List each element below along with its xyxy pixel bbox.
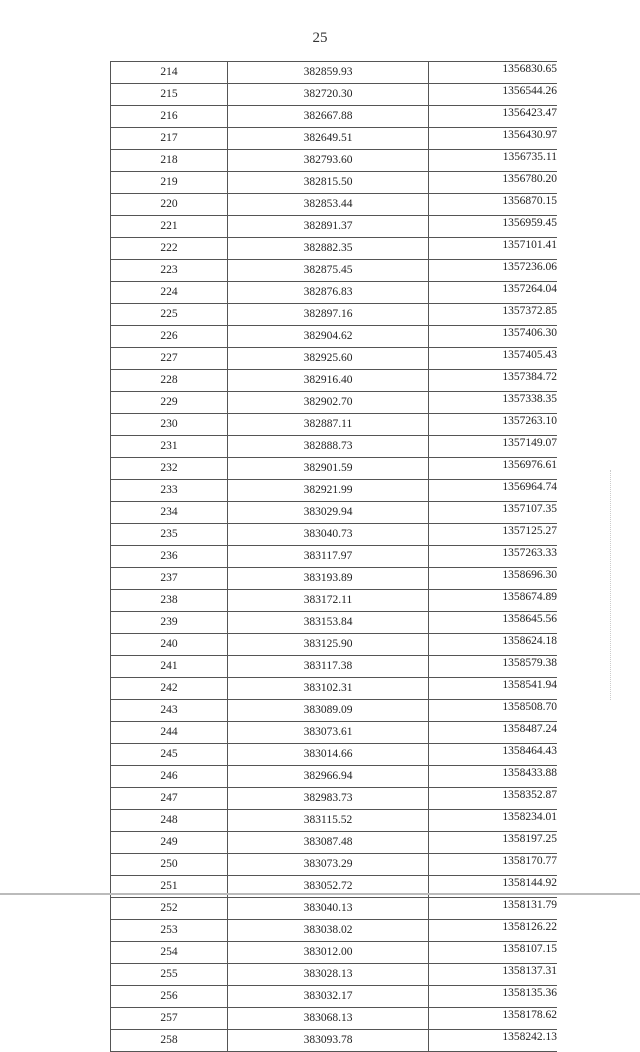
table-row [111,898,558,920]
y-coordinate-cell [429,150,558,172]
table-row [111,766,558,788]
table-row [111,502,558,524]
table-row [111,546,558,568]
y-coordinate-value: 1358487.24 [502,723,557,735]
table-row [111,788,558,810]
y-coordinate-value: 1358126.22 [502,921,557,933]
table-row [111,128,558,150]
y-coordinate-cell [429,986,558,1008]
table-row [111,172,558,194]
point-number-cell: 258 [111,1030,228,1052]
x-coordinate-cell: 382876.83 [228,282,429,304]
x-coordinate-cell: 382966.94 [228,766,429,788]
table-row [111,84,558,106]
y-coordinate-cell [429,436,558,458]
y-coordinate-value: 1358242.13 [502,1031,557,1043]
x-coordinate-cell: 383117.38 [228,656,429,678]
y-coordinate-cell [429,304,558,326]
y-coordinate-value: 1357338.35 [502,393,557,405]
table-row [111,304,558,326]
y-coordinate-value: 1356735.11 [502,151,557,163]
point-number-cell: 244 [111,722,228,744]
y-coordinate-value: 1358696.30 [502,569,557,581]
y-coordinate-cell [429,920,558,942]
y-coordinate-value: 1357125.27 [502,525,557,537]
x-coordinate-cell: 383052.72 [228,876,429,898]
x-coordinate-cell: 383068.13 [228,1008,429,1030]
x-coordinate-cell: 383038.02 [228,920,429,942]
y-coordinate-cell [429,810,558,832]
x-coordinate-cell: 383028.13 [228,964,429,986]
y-coordinate-value: 1358433.88 [502,767,557,779]
y-coordinate-value: 1358579.38 [502,657,557,669]
x-coordinate-cell: 383012.00 [228,942,429,964]
table-row [111,700,558,722]
y-coordinate-value: 1357405.43 [502,349,557,361]
y-coordinate-cell [429,502,558,524]
y-coordinate-value: 1357107.35 [502,503,557,515]
table-row [111,150,558,172]
x-coordinate-cell: 382888.73 [228,436,429,458]
point-number-cell: 232 [111,458,228,480]
y-coordinate-cell [429,612,558,634]
y-coordinate-cell [429,678,558,700]
x-coordinate-cell: 382901.59 [228,458,429,480]
point-number-cell: 249 [111,832,228,854]
point-number-cell: 238 [111,590,228,612]
y-coordinate-cell [429,1008,558,1030]
x-coordinate-cell: 382853.44 [228,194,429,216]
table-row [111,260,558,282]
y-coordinate-cell [429,634,558,656]
point-number-cell: 243 [111,700,228,722]
point-number-cell: 257 [111,1008,228,1030]
table-row [111,436,558,458]
x-coordinate-cell: 382902.70 [228,392,429,414]
x-coordinate-cell: 383029.94 [228,502,429,524]
point-number-cell: 218 [111,150,228,172]
point-number-cell: 226 [111,326,228,348]
table-row [111,194,558,216]
y-coordinate-cell [429,964,558,986]
y-coordinate-cell [429,326,558,348]
y-coordinate-cell [429,942,558,964]
table-row [111,326,558,348]
point-number-cell: 215 [111,84,228,106]
table-row [111,568,558,590]
point-number-cell: 236 [111,546,228,568]
table-row [111,854,558,876]
y-coordinate-cell [429,282,558,304]
point-number-cell: 231 [111,436,228,458]
table-row [111,216,558,238]
table-row [111,612,558,634]
y-coordinate-value: 1358645.56 [502,613,557,625]
x-coordinate-cell: 382882.35 [228,238,429,260]
point-number-cell: 242 [111,678,228,700]
y-coordinate-value: 1357263.10 [502,415,557,427]
y-coordinate-cell [429,722,558,744]
x-coordinate-cell: 383153.84 [228,612,429,634]
y-coordinate-value: 1358464.43 [502,745,557,757]
y-coordinate-cell [429,128,558,150]
y-coordinate-cell [429,62,558,84]
y-coordinate-value: 1356430.97 [502,129,557,141]
y-coordinate-value: 1358197.25 [502,833,557,845]
y-coordinate-value: 1356544.26 [502,85,557,97]
x-coordinate-cell: 383073.61 [228,722,429,744]
table-row [111,282,558,304]
y-coordinate-value: 1358178.62 [502,1009,557,1021]
y-coordinate-cell [429,348,558,370]
x-coordinate-cell: 382667.88 [228,106,429,128]
table-row [111,480,558,502]
y-coordinate-cell [429,260,558,282]
point-number-cell: 225 [111,304,228,326]
x-coordinate-cell: 383093.78 [228,1030,429,1052]
y-coordinate-value: 1358144.92 [502,877,557,889]
point-number-cell: 217 [111,128,228,150]
point-number-cell: 221 [111,216,228,238]
y-coordinate-value: 1358234.01 [502,811,557,823]
x-coordinate-cell: 383040.73 [228,524,429,546]
point-number-cell: 223 [111,260,228,282]
y-coordinate-value: 1356959.45 [502,217,557,229]
x-coordinate-cell: 382983.73 [228,788,429,810]
point-number-cell: 241 [111,656,228,678]
point-number-cell: 240 [111,634,228,656]
point-number-cell: 227 [111,348,228,370]
point-number-cell: 251 [111,876,228,898]
y-coordinate-cell [429,788,558,810]
table-row [111,370,558,392]
y-coordinate-cell [429,106,558,128]
x-coordinate-cell: 383073.29 [228,854,429,876]
point-number-cell: 237 [111,568,228,590]
table-row [111,964,558,986]
y-coordinate-cell [429,1030,558,1052]
point-number-cell: 253 [111,920,228,942]
x-coordinate-cell: 383040.13 [228,898,429,920]
point-number-cell: 234 [111,502,228,524]
table-row [111,986,558,1008]
y-coordinate-value: 1357384.72 [502,371,557,383]
table-row [111,832,558,854]
y-coordinate-value: 1358137.31 [502,965,557,977]
table-row [111,678,558,700]
x-coordinate-cell: 382875.45 [228,260,429,282]
y-coordinate-cell [429,172,558,194]
table-row [111,1030,558,1052]
y-coordinate-value: 1357264.04 [502,283,557,295]
y-coordinate-value: 1358674.89 [502,591,557,603]
x-coordinate-cell: 383102.31 [228,678,429,700]
x-coordinate-cell: 382916.40 [228,370,429,392]
y-coordinate-value: 1358107.15 [502,943,557,955]
point-number-cell: 245 [111,744,228,766]
table-row [111,920,558,942]
x-coordinate-cell: 382793.60 [228,150,429,172]
y-coordinate-cell [429,854,558,876]
x-coordinate-cell: 382720.30 [228,84,429,106]
table-row [111,458,558,480]
point-number-cell: 247 [111,788,228,810]
point-number-cell: 255 [111,964,228,986]
y-coordinate-cell [429,216,558,238]
table-row [111,634,558,656]
point-number-cell: 235 [111,524,228,546]
x-coordinate-cell: 383087.48 [228,832,429,854]
y-coordinate-value: 1358541.94 [502,679,557,691]
x-coordinate-cell: 383115.52 [228,810,429,832]
page-number: 25 [312,30,328,46]
y-coordinate-value: 1358135.36 [502,987,557,999]
point-number-cell: 219 [111,172,228,194]
y-coordinate-value: 1358508.70 [502,701,557,713]
table-row [111,62,558,84]
x-coordinate-cell: 383014.66 [228,744,429,766]
y-coordinate-cell [429,84,558,106]
y-coordinate-value: 1356870.15 [502,195,557,207]
y-coordinate-cell [429,458,558,480]
y-coordinate-cell [429,898,558,920]
table-row [111,524,558,546]
x-coordinate-cell: 383125.90 [228,634,429,656]
y-coordinate-value: 1358131.79 [502,899,557,911]
y-coordinate-cell [429,480,558,502]
y-coordinate-value: 1356780.20 [502,173,557,185]
x-coordinate-cell: 382887.11 [228,414,429,436]
y-coordinate-value: 1357236.06 [502,261,557,273]
y-coordinate-cell [429,744,558,766]
y-coordinate-cell [429,546,558,568]
y-coordinate-cell [429,590,558,612]
point-number-cell: 228 [111,370,228,392]
table-body [111,62,558,1052]
y-coordinate-value: 1356423.47 [502,107,557,119]
point-number-cell: 239 [111,612,228,634]
y-coordinate-value: 1357263.33 [502,547,557,559]
y-coordinate-value: 1357406.30 [502,327,557,339]
y-coordinate-cell [429,370,558,392]
y-coordinate-cell [429,238,558,260]
point-number-cell: 254 [111,942,228,964]
x-coordinate-cell: 382859.93 [228,62,429,84]
point-number-cell: 233 [111,480,228,502]
point-number-cell: 256 [111,986,228,1008]
table-row [111,238,558,260]
coordinates-table [110,61,557,1052]
point-number-cell: 224 [111,282,228,304]
point-number-cell: 250 [111,854,228,876]
x-coordinate-cell: 382921.99 [228,480,429,502]
y-coordinate-value: 1358170.77 [502,855,557,867]
x-coordinate-cell: 382815.50 [228,172,429,194]
table-row [111,810,558,832]
y-coordinate-value: 1356976.61 [502,459,557,471]
y-coordinate-cell [429,524,558,546]
y-coordinate-cell [429,392,558,414]
x-coordinate-cell: 382897.16 [228,304,429,326]
y-coordinate-value: 1356830.65 [502,63,557,75]
y-coordinate-cell [429,194,558,216]
x-coordinate-cell: 382925.60 [228,348,429,370]
point-number-cell: 248 [111,810,228,832]
x-coordinate-cell: 382649.51 [228,128,429,150]
table-row [111,392,558,414]
y-coordinate-value: 1357149.07 [502,437,557,449]
table-row [111,348,558,370]
point-number-cell: 230 [111,414,228,436]
table-row [111,414,558,436]
y-coordinate-value: 1357101.41 [502,239,557,251]
table-row [111,1008,558,1030]
point-number-cell: 220 [111,194,228,216]
y-coordinate-cell [429,700,558,722]
y-coordinate-cell [429,832,558,854]
x-coordinate-cell: 383172.11 [228,590,429,612]
point-number-cell: 214 [111,62,228,84]
x-coordinate-cell: 383117.97 [228,546,429,568]
y-coordinate-cell [429,568,558,590]
x-coordinate-cell: 382891.37 [228,216,429,238]
table-row [111,942,558,964]
point-number-cell: 216 [111,106,228,128]
table-row [111,656,558,678]
table-row [111,744,558,766]
table-row [111,590,558,612]
x-coordinate-cell: 383032.17 [228,986,429,1008]
y-coordinate-cell [429,766,558,788]
margin-scan-marks [610,470,612,700]
scan-bottom-edge [0,893,640,895]
y-coordinate-cell [429,656,558,678]
y-coordinate-value: 1357372.85 [502,305,557,317]
point-number-cell: 229 [111,392,228,414]
table-row [111,722,558,744]
x-coordinate-cell: 383089.09 [228,700,429,722]
x-coordinate-cell: 382904.62 [228,326,429,348]
y-coordinate-value: 1358624.18 [502,635,557,647]
point-number-cell: 222 [111,238,228,260]
table-row [111,106,558,128]
point-number-cell: 252 [111,898,228,920]
y-coordinate-value: 1358352.87 [502,789,557,801]
y-coordinate-value: 1356964.74 [502,481,557,493]
point-number-cell: 246 [111,766,228,788]
x-coordinate-cell: 383193.89 [228,568,429,590]
y-coordinate-cell [429,414,558,436]
